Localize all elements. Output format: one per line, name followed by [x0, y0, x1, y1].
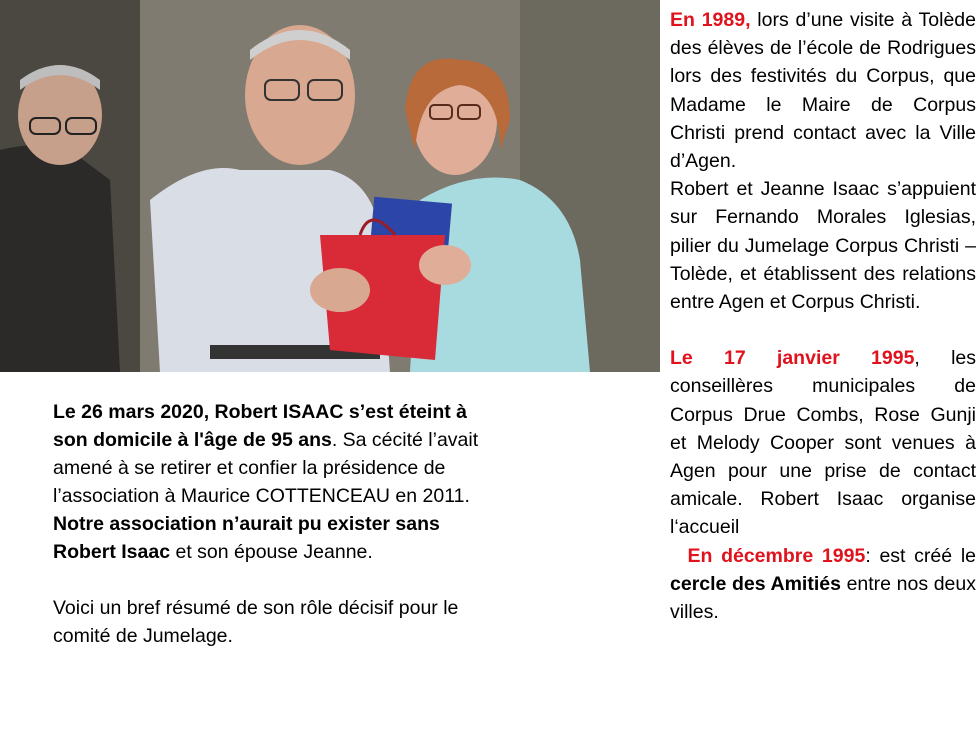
intro-text	[53, 398, 493, 650]
history-paragraph-1	[670, 6, 976, 175]
history-paragraph-3	[670, 344, 976, 541]
history-paragraph-4	[670, 542, 976, 627]
tribute-bold: Notre association n’aurait pu exister sans Robert Isaac	[53, 513, 440, 563]
date-dec-1995: En décembre 1995	[687, 544, 866, 567]
retirement-note: . Sa cécité l’avait amené à se retirer et confier la présidence de l’association à Maurice COTTENCEAU en 2011.	[53, 429, 479, 507]
history-1989-text: lors d’une visite à Tolède des élèves de l’école de Rodrigues lors des festivités du Corpus, que Madame le Maire de Corpus Christi prend contact avec la Ville d’Agen.	[670, 9, 976, 173]
photo-illustration	[0, 0, 660, 372]
history-jan-1995-text: , les conseillères municipales de Corpus Drue Combs, Rose Gunji et Melody Cooper sont venues à Agen pour une prise de contact amicale. Robert Isaac organise l‘accueil	[670, 347, 977, 539]
cercle-amities: cercle des Amitiés	[670, 572, 841, 595]
death-announcement: Le 26 mars 2020, Robert ISAAC s’est éteint à son domicile à l'âge de 95 ans	[53, 401, 468, 451]
history-text	[670, 6, 976, 626]
intro-paragraph-2	[53, 510, 493, 566]
group-photo	[0, 0, 660, 372]
intro-paragraph-3: Voici un bref résumé de son rôle décisif pour le comité de Jumelage.	[53, 597, 459, 647]
date-jan-1995: Le 17 janvier 1995	[670, 347, 915, 370]
history-paragraph-2: Robert et Jeanne Isaac s’appuient sur Fernando Morales Iglesias, pilier du Jumelage Corpus Christi – Tolède, et établissent des relations entre Agen et Corpus Christi.	[670, 178, 976, 314]
intro-paragraph-1	[53, 398, 493, 510]
history-dec-1995-end: entre nos deux villes.	[670, 572, 976, 624]
history-dec-1995-mid: : est créé le	[865, 544, 977, 567]
tribute-rest: et son épouse Jeanne.	[170, 541, 373, 563]
date-1989: En 1989,	[670, 9, 751, 31]
